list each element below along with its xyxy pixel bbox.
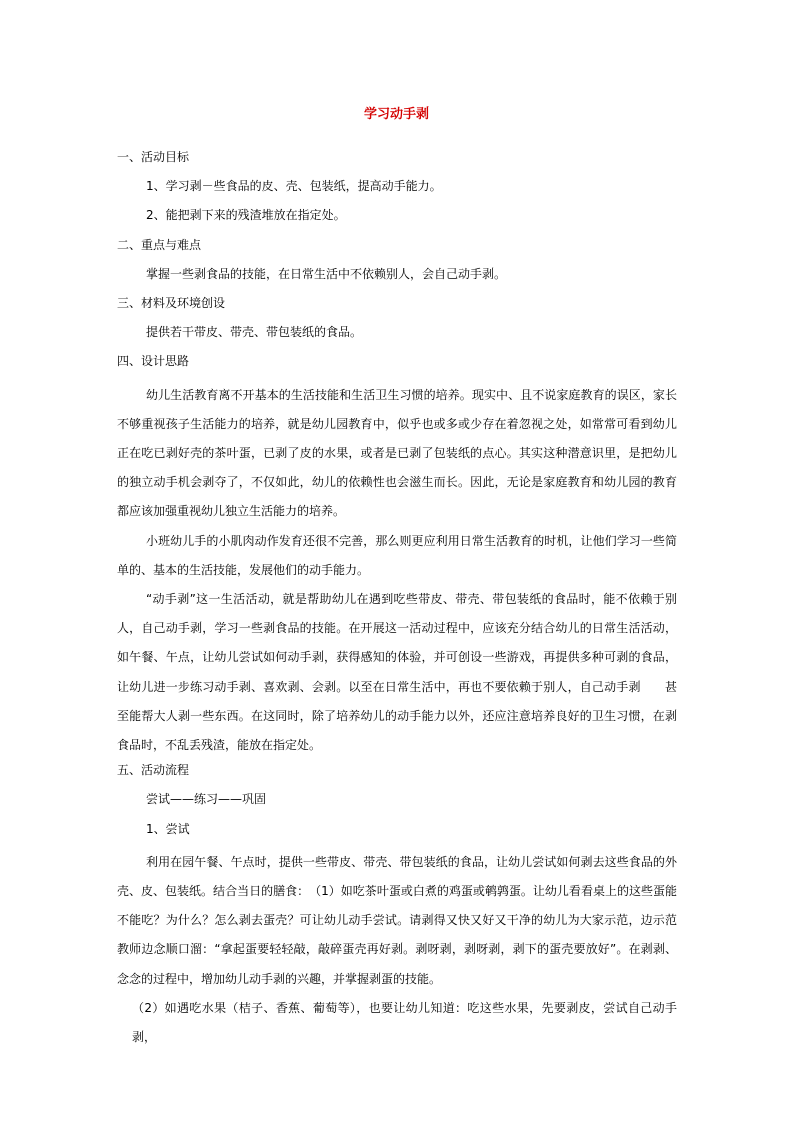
section-heading-key-points: 二、重点与难点 [117, 237, 202, 252]
section-heading-flow: 五、活动流程 [117, 763, 190, 778]
section-heading-materials: 三、材料及环境创设 [117, 295, 226, 310]
goal-item-1: 1、学习剥－些食品的皮、壳、包装纸，提高动手能力。 [146, 179, 442, 194]
flow-paragraph-1: 利用在园午餐、午点时，提供一些带皮、带壳、带包装纸的食品，让幼儿尝试如何剥去这些食品的外壳、皮、包装纸。结合当日的膳食： （1）如吃茶叶蛋或白煮的鸡蛋或鹌鹑蛋。让幼儿看看桌上的这些蛋能不能吃？为什么？怎么剥去蛋壳？可让幼儿动手尝试。请剥得又快又好又干净的幼儿为大家示范，边示范教师边念顺口溜：“拿起蛋要轻轻敲，敲碎蛋壳再好剥。剥呀剥，剥呀剥，剥下的蛋壳要放好”。在剥剥、念念的过程中，增加幼儿动手剥的兴趣，并掌握剥蛋的技能。 [117, 854, 677, 986]
section-heading-goals: 一、活动目标 [117, 150, 190, 164]
flow-summary: 尝试——练习——巩固 [146, 792, 267, 807]
flow-step-1: 1、尝试 [146, 821, 190, 836]
materials-text: 提供若干带皮、带壳、带包装纸的食品。 [146, 325, 363, 340]
design-paragraph-1: 幼儿生活教育离不开基本的生活技能和生活卫生习惯的培养。现实中、且不说家庭教育的误区，家长不够重视孩子生活能力的培养，就是幼儿园教育中，似乎也或多或少存在着忽视之处，如常常可看到幼儿正在吃已剥好壳的茶叶蛋，已剥了皮的水果，或者是已剥了包装纸的点心。其实这种潜意识里，是把幼儿的独立动手机会剥夺了，不仅如此，幼儿的依赖性也会滋生而长。因此，无论是家庭教育和幼儿园的教育都应该加强重视幼儿独立生活能力的培养。 [117, 387, 677, 519]
document-body [117, 147, 677, 1052]
design-paragraph-2: 小班幼儿手的小肌肉动作发育还很不完善，那么则更应利用日常生活教育的时机，让他们学习一些简单的、基本的生活技能，发展他们的动手能力。 [117, 533, 677, 577]
design-paragraph-3: “动手剥”这一生活活动，就是帮助幼儿在遇到吃些带皮、带壳、带包装纸的食品时，能不依赖于别人，自己动手剥，学习一些剥食品的技能。在开展这一活动过程中，应该充分结合幼儿的日常生活活动，如午餐、午点，让幼儿尝试如何动手剥，获得感知的体验，并可创设一些游戏，再提供多种可剥的食品，让幼儿进一步练习动手剥、喜欢剥、会剥。以至在日常生活中，再也不要依赖于别人，自己动手剥 甚至能帮大人剥一些东西。在这同时，除了培养幼儿的动手能力以外，还应注意培养良好的卫生习惯，在剥食品时，不乱丢残渣，能放在指定处。 [117, 591, 677, 752]
flow-paragraph-2: （2）如遇吃水果（桔子、香蕉、葡萄等），也要让幼儿知道：吃这些水果，先要剥皮，尝试自己动手剥， [132, 1000, 677, 1044]
page-title: 学习动手剥 [363, 107, 429, 122]
key-points-text: 掌握一些剥食品的技能，在日常生活中不依赖别人，会自己动手剥。 [146, 266, 507, 281]
section-heading-design: 四、设计思路 [117, 354, 190, 369]
goal-item-2: 2、能把剥下来的残渣堆放在指定处。 [146, 208, 346, 223]
